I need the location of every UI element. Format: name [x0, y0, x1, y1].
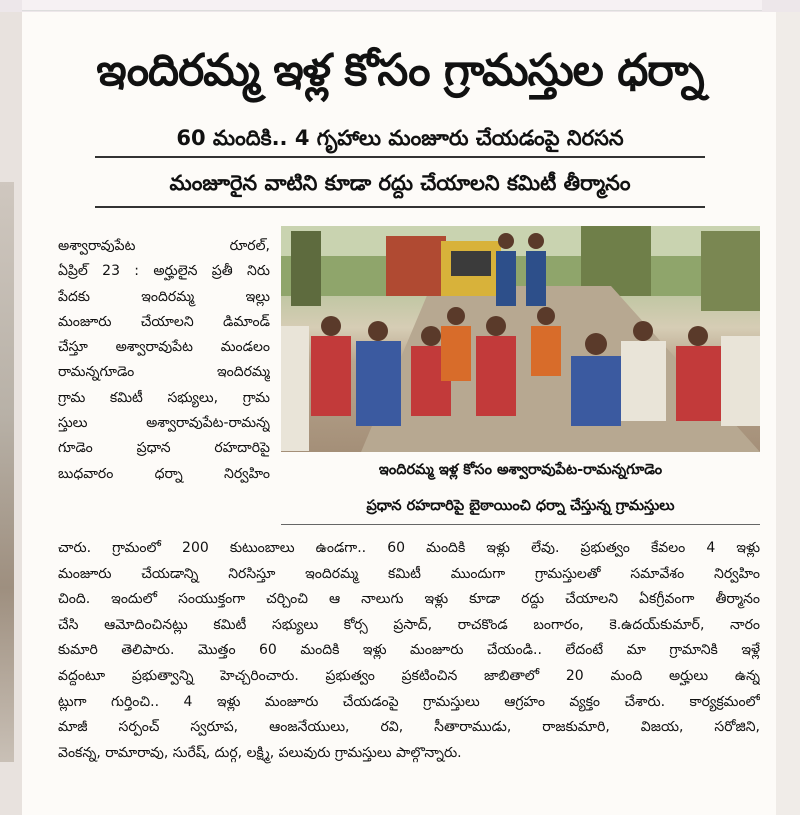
column-line: రామన్నగూడెం ఇందిరమ్మ	[58, 364, 270, 381]
column-line: గూడెం ప్రధాన రహదారిపై	[58, 440, 270, 457]
body-line: మాజీ సర్పంచ్ స్వరూప, ఆంజనేయులు, రవి, సీతారాముడు, రాజకుమారి, విజయ, సరోజిని,	[58, 719, 760, 736]
column-line: పేదకు ఇందిరమ్మ ఇల్లు	[58, 288, 270, 305]
caption-line: ప్రధాన రహదారిపై బైఠాయించి ధర్నా చేస్తున్న గ్రామస్తులు	[366, 498, 675, 514]
body-line: మంజూరు చేయడాన్ని నిరసిస్తూ ఇందిరమ్మ కమిటీ ముందుగా గ్రామస్తులతో సమావేశం నిర్వహిం	[58, 565, 760, 582]
left-edge-photo	[0, 182, 14, 762]
body-line: వెంకన్న, రామారావు, సురేష్, దుర్గ, లక్ష్మి, పలువురు గ్రామస్తులు పాల్గొన్నారు.	[58, 744, 462, 761]
caption-line: ఇందిరమ్మ ఇళ్ల కోసం అశ్వారావుపేట-రామన్నగూడెం	[378, 462, 663, 478]
subheadline-2: మంజూరైన వాటిని కూడా రద్దు చేయాలని కమిటీ తీర్మానం	[169, 171, 631, 195]
column-line: బుధవారం ధర్నా నిర్వహిం	[58, 465, 270, 482]
caption-rule	[281, 524, 760, 525]
subheadline-1: 60 మందికి.. 4 గృహాలు మంజూరు చేయడంపై నిరసన	[176, 126, 624, 150]
body-line: ట్లుగా గుర్తించి.. 4 ఇళ్లు మంజూరు చేయడంపై గ్రామస్తులు ఆగ్రహం వ్యక్తం చేశారు. కార్యక్రమంలో	[58, 693, 760, 710]
body-line: కుమారి తెలిపారు. మొత్తం 60 మందికి ఇళ్లు మంజూరు చేయండి.. లేదంటే మా గ్రామానికి ఇళ్లే	[58, 642, 760, 659]
column-line: చేస్తూ అశ్వారావుపేట మండలం	[58, 339, 270, 356]
article-column	[58, 234, 270, 487]
photo-caption	[281, 452, 760, 524]
top-strip-inner	[22, 0, 762, 11]
subheadline-rule-2	[95, 206, 705, 208]
article-body	[58, 536, 760, 766]
column-line: అశ్వారావుపేట రూరల్,	[58, 238, 270, 254]
body-line: చేసి ఆమోదించినట్లు కమిటీ సభ్యులు కోర్స ప్రసాద్, రాచకొండ బంగారం, కె.ఉదయ్‌కుమార్, నారం	[58, 616, 760, 633]
column-line: గ్రామ కమిటీ సభ్యులు, గ్రామ	[58, 389, 270, 406]
left-page-edge	[0, 12, 22, 815]
protest-photo-illustration	[281, 226, 760, 452]
protest-photo	[281, 226, 760, 452]
body-line: వద్దంటూ ప్రభుత్వాన్ని హెచ్చరించారు. ప్రభుత్వం ప్రకటించిన జాబితాలో 20 మంది అర్హులు ఉన్న	[58, 667, 760, 684]
right-page-edge	[776, 12, 800, 815]
column-line: మంజూరు చేయాలని డిమాండ్	[58, 313, 270, 330]
headline: ఇందిరమ్మ ఇళ్ల కోసం గ్రామస్తుల ధర్నా	[96, 45, 704, 96]
subheadline-rule-1	[95, 156, 705, 158]
column-line: స్తులు అశ్వారావుపేట-రామన్న	[58, 415, 270, 432]
top-strip	[0, 0, 800, 12]
body-line: చారు. గ్రామంలో 200 కుటుంబాలు ఉండగా.. 60 మందికి ఇళ్లు లేవు. ప్రభుత్వం కేవలం 4 ఇళ్లు	[58, 540, 760, 556]
column-line: ఏప్రిల్ 23 : అర్హులైన ప్రతీ నిరు	[58, 263, 270, 280]
body-line: చింది. ఇందులో సంయుక్తంగా చర్చించి ఆ నాలుగు ఇళ్లు కూడా రద్దు చేయాలని ఏకగ్రీవంగా తీర్మానం	[58, 591, 760, 608]
